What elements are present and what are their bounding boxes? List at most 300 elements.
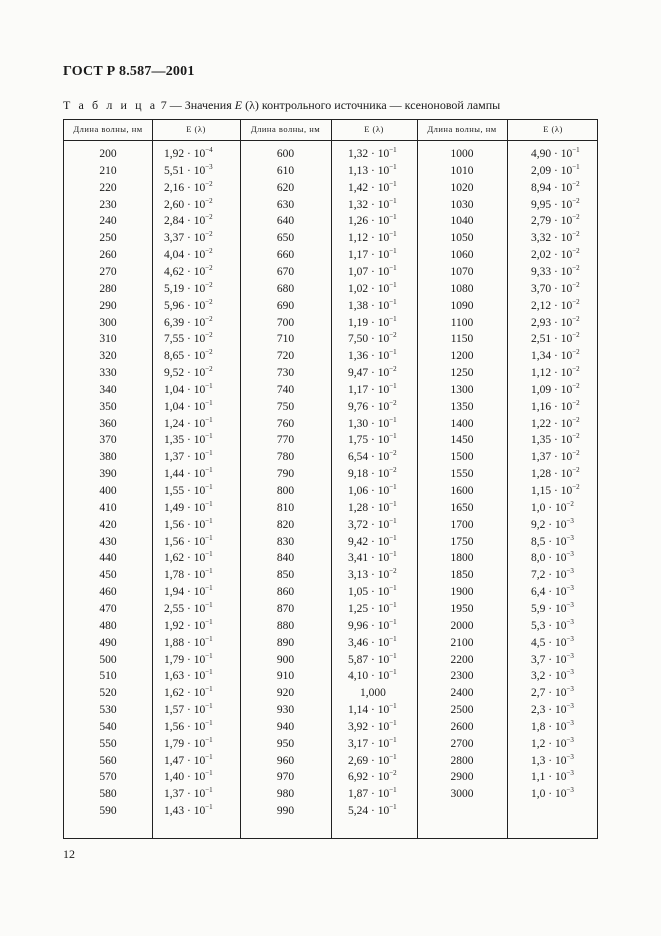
irradiance-exponent: −2 [572, 483, 580, 491]
wavelength-cell: 760 [276, 417, 295, 430]
irradiance-exponent: −1 [389, 786, 397, 795]
irradiance-exponent: −1 [389, 499, 397, 508]
irradiance-exponent: −3 [566, 752, 574, 761]
irradiance-cell [348, 432, 397, 449]
irradiance-exponent: −1 [205, 786, 213, 795]
irradiance-cell [531, 635, 574, 652]
wavelength-cell: 1150 [450, 333, 474, 346]
irradiance-mantissa: 4,04 · 10 [164, 249, 206, 262]
irradiance-mantissa: 1,17 · 10 [348, 249, 390, 262]
wavelength-cell: 1030 [450, 198, 474, 211]
irradiance-cell [164, 652, 213, 669]
irradiance-cell [348, 803, 397, 820]
irradiance-mantissa: 9,33 · 10 [531, 265, 573, 278]
wavelength-cell: 890 [276, 636, 295, 649]
header-value-2: E (λ) [364, 124, 384, 134]
wavelength-cell: 1060 [450, 249, 474, 262]
irradiance-mantissa: 1,28 · 10 [531, 468, 573, 481]
wavelength-cell: 1900 [450, 586, 474, 599]
irradiance-cell [531, 719, 574, 736]
wavelength-cell: 1050 [450, 232, 474, 245]
irradiance-exponent: −1 [389, 803, 397, 812]
wavelength-cell: 600 [276, 148, 295, 160]
wavelength-cell: 2300 [450, 670, 474, 683]
wavelength-cell: 800 [276, 485, 295, 497]
irradiance-mantissa: 6,39 · 10 [164, 316, 206, 329]
irradiance-cell [531, 550, 574, 567]
irradiance-exponent: −2 [572, 297, 580, 306]
irradiance-cell [531, 601, 574, 618]
irradiance-exponent: −1 [389, 230, 397, 239]
irradiance-exponent: −3 [566, 685, 574, 694]
irradiance-mantissa: 1,35 · 10 [164, 434, 206, 447]
wavelength-cell: 780 [276, 451, 295, 464]
irradiance-exponent: −2 [205, 365, 213, 374]
wavelength-cell: 2200 [450, 653, 474, 666]
irradiance-mantissa: 2,84 · 10 [164, 215, 206, 228]
irradiance-exponent: −2 [205, 263, 213, 272]
irradiance-mantissa: 1,1 · 10 [531, 771, 567, 784]
irradiance-exponent: −2 [389, 769, 397, 778]
irradiance-exponent: −3 [566, 702, 574, 711]
irradiance-cell [348, 584, 397, 601]
irradiance-cell [531, 416, 580, 433]
caption-prefix: Т а б л и ц а [63, 98, 158, 112]
irradiance-exponent: −3 [566, 550, 574, 559]
irradiance-cell [164, 146, 213, 163]
irradiance-cell [164, 803, 213, 820]
wavelength-cell: 320 [99, 350, 117, 363]
wavelength-cell: 290 [99, 299, 117, 312]
wavelength-cell: 740 [276, 383, 295, 396]
irradiance-cell [531, 281, 580, 298]
irradiance-mantissa: 2,3 · 10 [531, 704, 567, 717]
irradiance-mantissa: 9,2 · 10 [531, 518, 567, 531]
wavelength-cell: 480 [99, 619, 117, 632]
wavelength-cell: 1750 [450, 535, 474, 548]
wavelength-cell: 2500 [450, 704, 474, 717]
irradiance-cell [348, 298, 397, 315]
irradiance-exponent: −1 [389, 550, 397, 559]
wavelength-cell: 1400 [450, 417, 474, 430]
irradiance-mantissa: 2,69 · 10 [348, 754, 390, 767]
irradiance-cell [164, 416, 213, 433]
irradiance-cell [531, 483, 580, 500]
irradiance-cell [531, 702, 574, 719]
irradiance-exponent: −2 [205, 230, 213, 239]
irradiance-cell [164, 567, 213, 584]
irradiance-cell [531, 230, 580, 247]
irradiance-exponent: −1 [205, 769, 213, 778]
wavelength-cell: 1080 [450, 282, 474, 295]
wavelength-cell: 1350 [450, 400, 474, 413]
irradiance-exponent: −1 [572, 146, 580, 154]
irradiance-cell [164, 180, 213, 197]
irradiance-exponent: −1 [389, 381, 397, 390]
wavelength-cell: 1550 [450, 468, 474, 481]
irradiance-cell [531, 668, 574, 685]
irradiance-cell [531, 298, 580, 315]
wavelength-cell: 860 [276, 586, 295, 599]
irradiance-mantissa: 3,2 · 10 [531, 670, 567, 683]
irradiance-cell [348, 483, 397, 500]
irradiance-mantissa: 1,94 · 10 [164, 586, 206, 599]
wavelength-cell: 840 [276, 552, 295, 565]
irradiance-exponent: −2 [205, 314, 213, 323]
wavelength-cell: 2700 [450, 737, 474, 750]
irradiance-exponent: −1 [389, 533, 397, 542]
irradiance-mantissa: 1,37 · 10 [531, 451, 573, 464]
irradiance-cell [348, 517, 397, 534]
irradiance-exponent: −1 [389, 162, 397, 171]
irradiance-exponent: −1 [389, 668, 397, 677]
wavelength-cell: 1300 [450, 383, 474, 396]
irradiance-mantissa: 1,22 · 10 [531, 417, 573, 430]
irradiance-mantissa: 1,34 · 10 [531, 350, 573, 363]
irradiance-exponent: −1 [389, 263, 397, 272]
irradiance-mantissa: 3,7 · 10 [531, 653, 567, 666]
irradiance-mantissa: 3,17 · 10 [348, 737, 390, 750]
wavelength-cell: 300 [99, 316, 117, 329]
wavelength-cell: 1250 [450, 367, 474, 380]
irradiance-cell [348, 702, 397, 719]
wavelength-cell: 610 [276, 164, 295, 177]
irradiance-cell [164, 331, 213, 348]
wavelength-cell: 260 [99, 249, 117, 262]
wavelength-cell: 970 [276, 771, 295, 784]
irradiance-cell [348, 146, 397, 163]
wavelength-cell: 2600 [450, 720, 474, 733]
irradiance-mantissa: 8,0 · 10 [531, 552, 567, 565]
irradiance-exponent: −1 [389, 735, 397, 744]
irradiance-exponent: −1 [205, 398, 213, 407]
irradiance-cell [531, 466, 580, 483]
irradiance-mantissa: 1,14 · 10 [348, 704, 390, 717]
irradiance-mantissa: 7,50 · 10 [348, 333, 390, 346]
irradiance-mantissa: 1,04 · 10 [164, 400, 206, 413]
irradiance-exponent: −1 [389, 483, 397, 491]
spectral-table [63, 119, 598, 839]
irradiance-mantissa: 1,2 · 10 [531, 737, 567, 750]
wavelength-cell: 1650 [450, 501, 474, 514]
irradiance-exponent: −1 [205, 651, 213, 660]
irradiance-cell [531, 449, 580, 466]
irradiance-cell [348, 466, 397, 483]
irradiance-exponent: −1 [389, 752, 397, 761]
irradiance-cell [164, 247, 213, 264]
irradiance-mantissa: 1,56 · 10 [164, 535, 206, 548]
irradiance-cell [164, 264, 213, 281]
irradiance-mantissa: 1,49 · 10 [164, 501, 206, 514]
irradiance-exponent: −3 [566, 600, 574, 609]
irradiance-cell [348, 652, 397, 669]
wavelength-cell: 670 [276, 265, 295, 278]
wavelength-cell: 870 [276, 602, 295, 615]
irradiance-exponent: −1 [389, 213, 397, 222]
irradiance-mantissa: 1,02 · 10 [348, 282, 390, 295]
irradiance-cell [348, 786, 397, 803]
irradiance-mantissa: 1,0 · 10 [531, 501, 567, 514]
irradiance-exponent: −3 [205, 162, 213, 171]
wavelength-cell: 280 [99, 282, 117, 295]
irradiance-mantissa: 1,40 · 10 [164, 771, 206, 784]
irradiance-cell [531, 432, 580, 449]
wavelength-cell: 390 [99, 468, 117, 481]
irradiance-cell [164, 635, 213, 652]
irradiance-cell [348, 197, 397, 214]
irradiance-mantissa: 2,12 · 10 [531, 299, 573, 312]
irradiance-mantissa: 1,32 · 10 [348, 198, 390, 211]
irradiance-mantissa: 1,04 · 10 [164, 383, 206, 396]
wavelength-cell: 1800 [450, 552, 474, 565]
wavelength-cell: 530 [99, 704, 117, 717]
irradiance-cell [164, 197, 213, 214]
irradiance-cell [164, 483, 213, 500]
wavelength-cell: 1600 [450, 485, 474, 497]
irradiance-cell [348, 601, 397, 618]
wavelength-cell: 1950 [450, 602, 474, 615]
irradiance-cell [348, 449, 397, 466]
wavelength-cell: 350 [99, 400, 117, 413]
irradiance-exponent: −2 [205, 179, 213, 188]
irradiance-mantissa: 1,87 · 10 [348, 788, 390, 801]
wavelength-cell: 460 [99, 586, 117, 599]
header-wavelength-1: Длина волны, нм [73, 124, 143, 134]
irradiance-mantissa: 1,38 · 10 [348, 299, 390, 312]
irradiance-mantissa: 3,70 · 10 [531, 282, 573, 295]
wavelength-cell: 240 [99, 215, 117, 228]
irradiance-mantissa: 1,8 · 10 [531, 720, 567, 733]
irradiance-mantissa: 1,13 · 10 [348, 164, 390, 177]
irradiance-mantissa: 9,47 · 10 [348, 367, 390, 380]
irradiance-cell [531, 534, 574, 551]
irradiance-cell [348, 719, 397, 736]
irradiance-exponent: −2 [389, 331, 397, 340]
wavelength-cell: 380 [99, 451, 117, 464]
irradiance-mantissa: 4,62 · 10 [164, 265, 206, 278]
irradiance-exponent: −1 [389, 348, 397, 357]
irradiance-mantissa: 1,78 · 10 [164, 569, 206, 582]
irradiance-mantissa: 8,94 · 10 [531, 181, 573, 194]
irradiance-cell [531, 365, 580, 382]
irradiance-exponent: −1 [205, 483, 213, 491]
irradiance-exponent: −2 [572, 381, 580, 390]
irradiance-cell [164, 685, 213, 702]
wavelength-cell: 2000 [450, 619, 474, 632]
wavelength-cell: 450 [99, 569, 117, 582]
wavelength-cell: 660 [276, 249, 295, 262]
wavelength-cell: 1010 [450, 164, 474, 177]
irradiance-mantissa: 3,72 · 10 [348, 518, 390, 531]
irradiance-mantissa: 1,37 · 10 [164, 788, 206, 801]
irradiance-exponent: −3 [566, 769, 574, 778]
irradiance-mantissa: 9,76 · 10 [348, 400, 390, 413]
irradiance-cell [531, 163, 580, 180]
irradiance-mantissa: 4,10 · 10 [348, 670, 390, 683]
irradiance-exponent: −1 [572, 162, 580, 171]
irradiance-cell [531, 146, 580, 163]
irradiance-mantissa: 1,42 · 10 [348, 181, 390, 194]
irradiance-cell [164, 534, 213, 551]
wavelength-cell: 1850 [450, 569, 474, 582]
irradiance-cell [164, 668, 213, 685]
irradiance-cell [348, 281, 397, 298]
irradiance-mantissa: 1,26 · 10 [348, 215, 390, 228]
irradiance-exponent: −2 [205, 348, 213, 357]
irradiance-exponent: −3 [566, 634, 574, 643]
irradiance-cell [164, 382, 213, 399]
irradiance-cell [348, 399, 397, 416]
irradiance-exponent: −3 [566, 617, 574, 626]
irradiance-mantissa: 5,9 · 10 [531, 602, 567, 615]
irradiance-exponent: −1 [205, 415, 213, 424]
irradiance-mantissa: 1,17 · 10 [348, 383, 390, 396]
caption-text-before: — Значения [166, 98, 235, 112]
irradiance-cell [531, 399, 580, 416]
irradiance-cell [348, 618, 397, 635]
wavelength-cell: 550 [99, 737, 117, 750]
irradiance-mantissa: 1,12 · 10 [348, 232, 390, 245]
wavelength-cell: 650 [276, 232, 295, 245]
irradiance-exponent: −1 [205, 550, 213, 559]
irradiance-exponent: −1 [205, 735, 213, 744]
irradiance-mantissa: 1,35 · 10 [531, 434, 573, 447]
irradiance-mantissa: 1,24 · 10 [164, 417, 206, 430]
irradiance-exponent: −2 [389, 365, 397, 374]
irradiance-cell [164, 163, 213, 180]
irradiance-mantissa: 1,56 · 10 [164, 720, 206, 733]
irradiance-exponent: −1 [389, 516, 397, 525]
column-divider [331, 120, 332, 838]
irradiance-exponent: −2 [572, 314, 580, 323]
irradiance-exponent: −1 [389, 314, 397, 323]
wavelength-cell: 410 [99, 501, 117, 514]
irradiance-exponent: −2 [572, 466, 580, 475]
irradiance-exponent: −1 [205, 600, 213, 609]
irradiance-cell [531, 180, 580, 197]
irradiance-cell [348, 230, 397, 247]
wavelength-cell: 360 [99, 417, 117, 430]
irradiance-mantissa: 2,7 · 10 [531, 687, 567, 700]
irradiance-mantissa: 8,5 · 10 [531, 535, 567, 548]
irradiance-cell [531, 315, 580, 332]
wavelength-cell: 820 [276, 518, 295, 531]
irradiance-mantissa: 1,43 · 10 [164, 805, 206, 818]
irradiance-mantissa: 3,41 · 10 [348, 552, 390, 565]
wavelength-cell: 400 [99, 485, 117, 497]
irradiance-exponent: −3 [566, 516, 574, 525]
irradiance-mantissa: 1,62 · 10 [164, 552, 206, 565]
irradiance-cell [531, 584, 574, 601]
irradiance-mantissa: 1,25 · 10 [348, 602, 390, 615]
irradiance-exponent: −2 [572, 365, 580, 374]
wavelength-cell: 960 [276, 754, 295, 767]
irradiance-exponent: −1 [389, 651, 397, 660]
irradiance-cell [164, 517, 213, 534]
irradiance-cell [531, 348, 580, 365]
irradiance-cell [164, 550, 213, 567]
irradiance-mantissa: 1,56 · 10 [164, 518, 206, 531]
irradiance-exponent: −2 [572, 331, 580, 340]
irradiance-cell [348, 331, 397, 348]
wavelength-cell: 310 [99, 333, 117, 346]
irradiance-cell [531, 753, 574, 770]
irradiance-cell [531, 769, 574, 786]
irradiance-exponent: −1 [389, 146, 397, 154]
irradiance-exponent: −2 [389, 449, 397, 458]
wavelength-cell: 520 [99, 687, 117, 700]
irradiance-exponent: −2 [389, 567, 397, 576]
wavelength-cell: 430 [99, 535, 117, 548]
column-divider [152, 120, 153, 838]
wavelength-cell: 790 [276, 468, 295, 481]
wavelength-cell: 590 [99, 805, 117, 818]
irradiance-cell [348, 315, 397, 332]
irradiance-mantissa: 3,46 · 10 [348, 636, 390, 649]
irradiance-cell [348, 736, 397, 753]
wavelength-cell: 270 [99, 265, 117, 278]
wavelength-cell: 810 [276, 501, 295, 514]
wavelength-cell: 910 [276, 670, 295, 683]
irradiance-cell [348, 180, 397, 197]
wavelength-cell: 700 [276, 316, 295, 329]
wavelength-cell: 1200 [450, 350, 474, 363]
irradiance-mantissa: 6,54 · 10 [348, 451, 390, 464]
irradiance-mantissa: 9,42 · 10 [348, 535, 390, 548]
wavelength-cell: 500 [99, 653, 117, 666]
irradiance-cell [348, 635, 397, 652]
wavelength-cell: 570 [99, 771, 117, 784]
irradiance-mantissa: 3,92 · 10 [348, 720, 390, 733]
wavelength-cell: 1500 [450, 451, 474, 464]
irradiance-mantissa: 9,95 · 10 [531, 198, 573, 211]
irradiance-mantissa: 3,32 · 10 [531, 232, 573, 245]
irradiance-cell [531, 213, 580, 230]
wavelength-cell: 210 [99, 164, 117, 177]
irradiance-mantissa: 1,0 · 10 [531, 788, 567, 801]
irradiance-mantissa: 5,19 · 10 [164, 282, 206, 295]
irradiance-exponent: −2 [572, 263, 580, 272]
irradiance-exponent: −1 [205, 533, 213, 542]
irradiance-mantissa: 1,32 · 10 [348, 148, 390, 160]
irradiance-cell [531, 247, 580, 264]
irradiance-mantissa: 7,2 · 10 [531, 569, 567, 582]
wavelength-cell: 330 [99, 367, 117, 380]
caption-number: 7 [160, 98, 167, 112]
irradiance-mantissa: 5,3 · 10 [531, 619, 567, 632]
wavelength-cell: 580 [99, 788, 117, 801]
irradiance-cell [531, 197, 580, 214]
irradiance-exponent: −1 [205, 634, 213, 643]
wavelength-cell: 340 [99, 383, 117, 396]
irradiance-exponent: −2 [572, 449, 580, 458]
irradiance-mantissa: 9,52 · 10 [164, 367, 206, 380]
irradiance-cell [164, 769, 213, 786]
irradiance-mantissa: 1,79 · 10 [164, 653, 206, 666]
irradiance-exponent: −3 [566, 668, 574, 677]
irradiance-exponent: −1 [205, 567, 213, 576]
irradiance-exponent: −2 [572, 398, 580, 407]
wavelength-cell: 440 [99, 552, 117, 565]
irradiance-exponent: −2 [572, 432, 580, 441]
irradiance-cell [348, 753, 397, 770]
irradiance-cell [164, 449, 213, 466]
wavelength-cell: 1700 [450, 518, 474, 531]
wavelength-cell: 690 [276, 299, 295, 312]
irradiance-cell [164, 281, 213, 298]
wavelength-cell: 3000 [450, 788, 474, 801]
irradiance-cell [348, 365, 397, 382]
